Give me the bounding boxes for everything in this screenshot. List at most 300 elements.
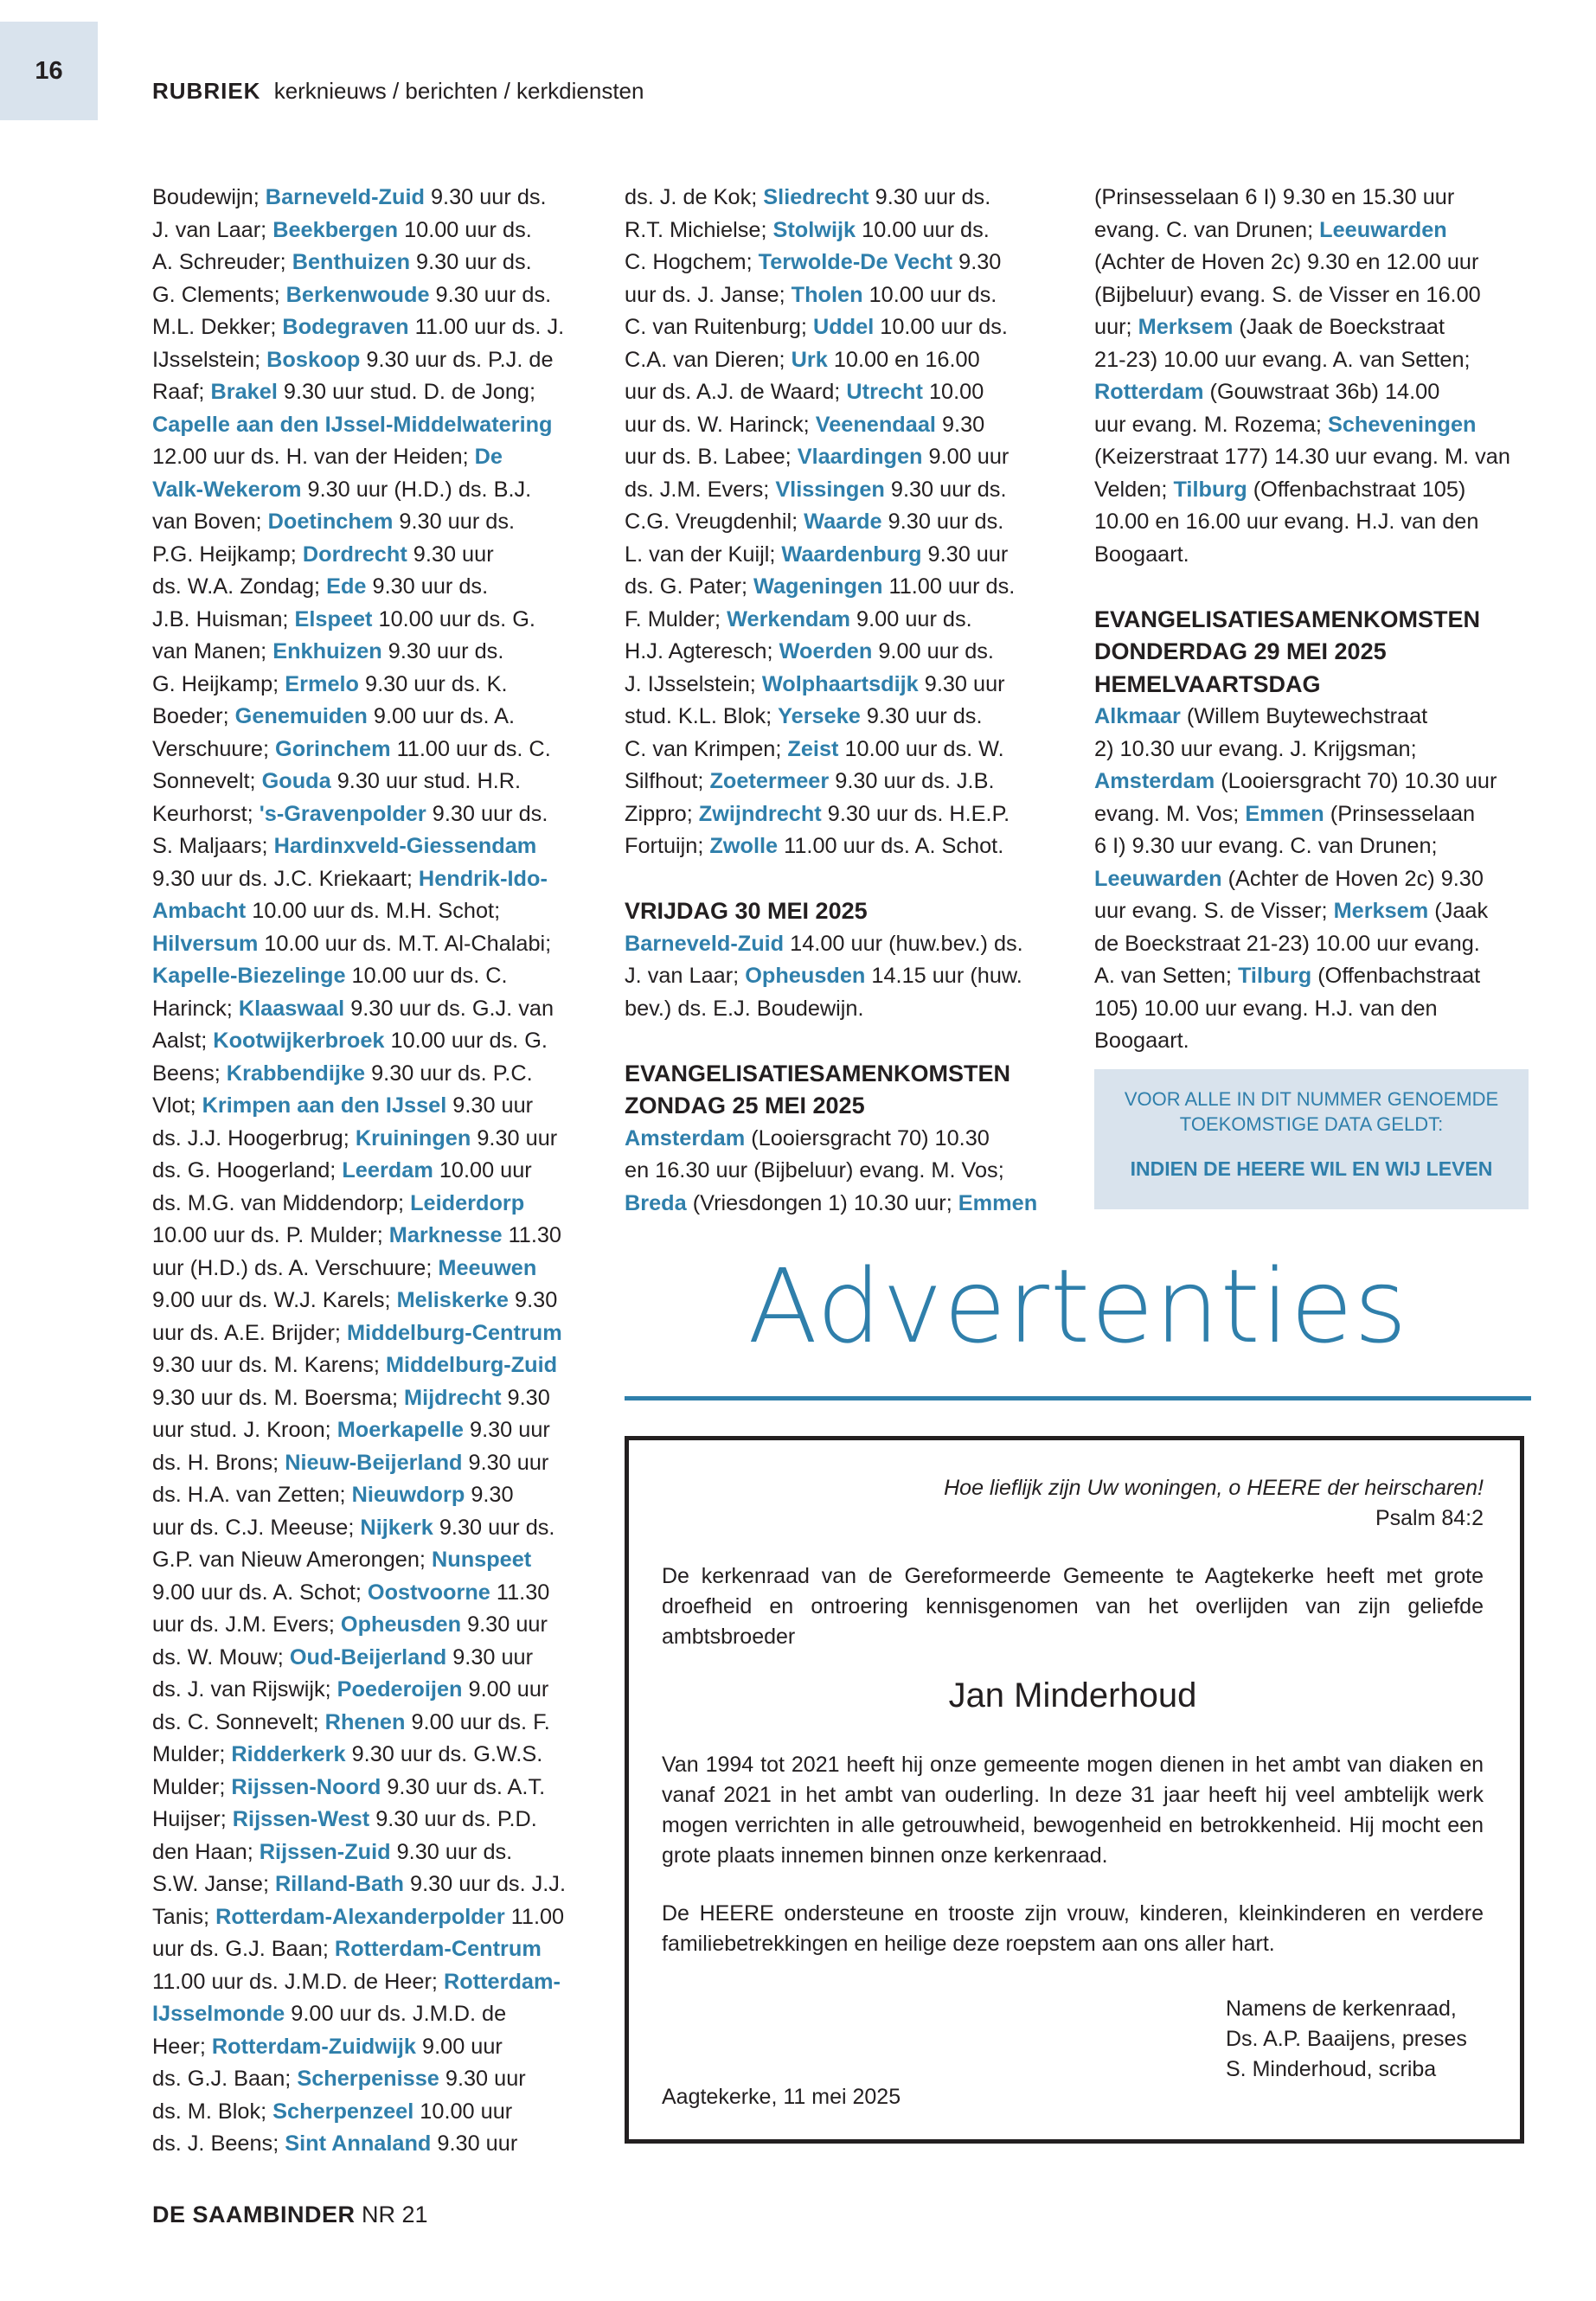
service-text: 9.30 uur ds.	[881, 510, 1004, 534]
service-line	[152, 2063, 585, 2096]
service-text: 10.00 en 16.00 uur evang. H.J. van den	[1094, 510, 1479, 534]
service-text: 9.30 uur	[463, 1418, 550, 1442]
spacer	[625, 863, 1040, 896]
place-name: Vlaardingen	[797, 445, 923, 469]
service-text: van Boven;	[152, 510, 268, 534]
service-line	[625, 571, 1040, 604]
church-services-column-2	[625, 182, 1040, 1220]
ad-signature-line-2: Ds. A.P. Baaijens, preses	[1226, 2027, 1467, 2051]
service-text: 6 I) 9.30 uur evang. C. van Drunen;	[1094, 834, 1438, 858]
service-text: 9.30 uur ds.	[410, 250, 532, 274]
ad-date: Aagtekerke, 11 mei 2025	[662, 2085, 901, 2109]
service-line	[1094, 830, 1531, 863]
service-line	[152, 376, 585, 409]
section-heading: VRIJDAG 30 MEI 2025	[625, 898, 868, 924]
place-name: Hilversum	[152, 931, 259, 956]
place-name: Stolwijk	[772, 217, 856, 242]
service-line	[625, 1155, 1040, 1188]
service-text: 21-23) 10.00 uur evang. A. van Setten;	[1094, 347, 1471, 372]
service-text: 9.30 uur ds. P.D.	[369, 1807, 537, 1831]
ad-signature	[1226, 1994, 1467, 2085]
place-name: Brakel	[210, 380, 278, 404]
service-text: J. van Laar;	[152, 217, 273, 242]
service-text: 9.00 uur ds. J.M.D. de	[285, 2002, 507, 2026]
service-text: ds. H. Brons;	[152, 1450, 285, 1475]
place-name: Merksem	[1138, 315, 1234, 339]
place-name: Scheveningen	[1327, 412, 1477, 437]
place-name: Barneveld-Zuid	[265, 185, 425, 209]
place-name: Amsterdam	[625, 1125, 746, 1150]
place-name: 's-Gravenpolder	[259, 801, 426, 826]
service-text: (Prinsesselaan	[1324, 801, 1476, 826]
service-line	[152, 1123, 585, 1156]
place-name: Ambacht	[152, 899, 247, 923]
service-line	[152, 1447, 585, 1480]
place-name: Veenendaal	[815, 412, 936, 437]
service-text: ds. G. Hoogerland;	[152, 1158, 343, 1183]
service-line	[152, 830, 585, 863]
place-name: Urk	[791, 347, 828, 372]
service-line	[1094, 1025, 1531, 1058]
service-line	[152, 1642, 585, 1675]
place-name: Rijssen-West	[232, 1807, 370, 1831]
service-text: ds. W.A. Zondag;	[152, 574, 327, 599]
service-line	[152, 1155, 585, 1188]
service-line	[625, 311, 1040, 344]
place-name: Tholen	[791, 282, 863, 307]
service-text: C. van Ruitenburg;	[625, 315, 813, 339]
service-text: Huijser;	[152, 1807, 233, 1831]
service-line	[625, 506, 1040, 539]
service-text: van Manen;	[152, 639, 273, 663]
section-subtitle: kerknieuws / berichten / kerkdiensten	[273, 78, 644, 104]
advertenties-divider	[625, 1396, 1531, 1400]
service-text: Verschuure;	[152, 736, 276, 761]
place-name: Leeuwarden	[1094, 866, 1222, 891]
place-name: Nieuwdorp	[351, 1483, 465, 1507]
service-text: 10.00 uur	[413, 2099, 513, 2124]
service-text: (Vriesdongen 1) 10.30 uur;	[686, 1190, 958, 1215]
service-text: 9.30 uur ds. H.E.P.	[821, 801, 1010, 826]
service-line	[625, 247, 1040, 279]
service-text: Mulder;	[152, 1742, 232, 1766]
service-text: ds. J.J. Hoogerbrug;	[152, 1125, 356, 1150]
service-line	[625, 830, 1040, 863]
service-line	[625, 376, 1040, 409]
service-line	[152, 1998, 585, 2031]
place-name: Zwolle	[709, 834, 779, 858]
spacer	[1094, 571, 1531, 604]
place-name: Yerseke	[778, 704, 861, 728]
service-text: evang. M. Vos;	[1094, 801, 1246, 826]
service-text: 10.00 uur ds. M.T. Al-Chalabi;	[258, 931, 552, 956]
section-heading: EVANGELISATIESAMENKOMSTEN	[1094, 606, 1481, 632]
service-line	[1094, 895, 1531, 928]
place-name: Leerdam	[342, 1158, 433, 1183]
service-line	[625, 279, 1040, 312]
place-name: Merksem	[1333, 899, 1429, 923]
service-line	[152, 2096, 585, 2129]
place-name: Krabbendijke	[226, 1061, 366, 1086]
ad-quote: Hoe lieflijk zijn Uw woningen, o HEERE der heirscharen!	[944, 1476, 1484, 1500]
place-name: Kruiningen	[355, 1125, 471, 1150]
place-name: Kapelle-Biezelinge	[152, 964, 346, 988]
service-text: 105) 10.00 uur evang. H.J. van den	[1094, 996, 1438, 1021]
service-line	[1094, 993, 1531, 1026]
place-name: Alkmaar	[1094, 704, 1181, 728]
place-name: Rilland-Bath	[275, 1872, 404, 1896]
service-line	[625, 669, 1040, 702]
service-line	[1094, 863, 1531, 896]
page-number: 16	[0, 22, 98, 120]
service-text: 9.30	[935, 412, 985, 437]
service-text: ds. J. Beens;	[152, 2131, 285, 2156]
place-name: Waardenburg	[781, 542, 922, 567]
service-text: (Willem Buytewechstraat	[1180, 704, 1428, 728]
service-line	[152, 1772, 585, 1804]
service-line	[152, 1253, 585, 1285]
service-line	[152, 993, 585, 1026]
service-text: J. van Laar;	[625, 964, 746, 988]
notice-line-3: INDIEN DE HEERE WIL EN WIJ LEVEN	[1130, 1157, 1493, 1180]
service-text: 9.30 uur ds.	[429, 282, 552, 307]
service-line	[1094, 344, 1531, 377]
service-line	[152, 1868, 585, 1901]
service-text: R.T. Michielse;	[625, 217, 773, 242]
service-text: 11.00 uur ds. J.	[408, 315, 565, 339]
service-text: 9.30 uur ds. J.J.	[403, 1872, 566, 1896]
service-text: en 16.30 uur (Bijbeluur) evang. M. Vos;	[625, 1158, 1004, 1183]
place-name: Elspeet	[294, 606, 373, 631]
service-line	[152, 247, 585, 279]
place-name: Woerden	[779, 639, 873, 663]
service-text: 9.30 uur ds.	[390, 1839, 513, 1864]
service-line	[625, 960, 1040, 993]
place-name: Leiderdorp	[410, 1190, 525, 1215]
service-text: Zippro;	[625, 801, 699, 826]
service-line	[152, 1090, 585, 1123]
service-text: 9.30 uur ds.	[381, 639, 504, 663]
service-text: 10.00 uur ds.	[862, 282, 997, 307]
service-text: IJsselstein;	[152, 347, 267, 372]
service-line	[152, 1836, 585, 1869]
service-text: uur evang. M. Rozema;	[1094, 412, 1328, 437]
service-text: J. IJsselstein;	[625, 671, 762, 696]
service-line	[152, 1317, 585, 1350]
service-line	[152, 1707, 585, 1740]
service-text: 12.00 uur ds. H. van der Heiden;	[152, 445, 475, 469]
service-text: (Achter de Hoven 2c) 9.30 en 12.00 uur	[1094, 250, 1479, 274]
service-line	[152, 1933, 585, 1966]
place-name: Oostvoorne	[367, 1580, 490, 1605]
service-text: 9.30 uur ds. P.J. de	[360, 347, 554, 372]
obituary-advertisement	[625, 1436, 1524, 2144]
section-heading: HEMELVAARTSDAG	[1094, 670, 1321, 697]
service-text: 9.30 uur ds.	[426, 801, 548, 826]
place-name: Nieuw-Beijerland	[285, 1450, 463, 1475]
place-name: Bodegraven	[282, 315, 409, 339]
service-text: 9.30 uur (H.D.) ds. B.J.	[301, 477, 532, 502]
place-name: Opheusden	[340, 1612, 462, 1637]
section-heading: EVANGELISATIESAMENKOMSTEN	[625, 1060, 1011, 1086]
place-name: Rotterdam-	[443, 1969, 561, 1994]
place-name: Gorinchem	[275, 736, 391, 761]
service-line	[625, 409, 1040, 442]
service-text: ds. C. Sonnevelt;	[152, 1709, 325, 1734]
service-text: uur ds. W. Harinck;	[625, 412, 816, 437]
service-text: (Keizerstraat 177) 14.30 uur evang. M. van	[1094, 445, 1510, 469]
service-text: 9.30 uur	[921, 542, 1009, 567]
service-text: 14.00 uur (huw.bev.) ds.	[784, 931, 1023, 956]
service-text: 2) 10.30 uur evang. J. Krijgsman;	[1094, 736, 1417, 761]
place-name: Middelburg-Centrum	[346, 1320, 562, 1345]
service-text: 11.00	[504, 1904, 565, 1929]
service-text: 9.00 uur ds. A.	[367, 704, 516, 728]
place-name: Sint Annaland	[285, 2131, 432, 2156]
service-line	[152, 960, 585, 993]
service-line	[1094, 474, 1531, 507]
service-text: 9.30 uur	[446, 1644, 534, 1670]
place-name: Gouda	[261, 769, 331, 793]
service-line	[625, 344, 1040, 377]
place-name: Beekbergen	[272, 217, 399, 242]
place-name: Uddel	[812, 315, 875, 339]
ad-signature-line-1: Namens de kerkenraad,	[1226, 1997, 1457, 2021]
service-line	[152, 311, 585, 344]
place-name: Ede	[326, 574, 367, 599]
place-name: Zoetermeer	[709, 769, 830, 793]
place-name: Moerkapelle	[337, 1418, 464, 1442]
service-text: (Looiersgracht 70) 10.30	[745, 1125, 990, 1150]
service-text: uur stud. J. Kroon;	[152, 1418, 337, 1442]
place-name: Amsterdam	[1094, 769, 1215, 793]
place-name: Emmen	[1245, 801, 1324, 826]
service-text: (Looiersgracht 70) 10.30 uur	[1215, 769, 1497, 793]
place-name: Oud-Beijerland	[289, 1644, 447, 1670]
service-line	[1094, 215, 1531, 247]
place-name: Hendrik-Ido-	[418, 866, 548, 891]
service-line	[152, 1512, 585, 1545]
place-name: Sliedrecht	[763, 185, 869, 209]
place-name: Klaaswaal	[238, 996, 345, 1021]
service-text: 9.30	[952, 250, 1002, 274]
place-name: Utrecht	[846, 380, 923, 404]
service-text: 9.30	[465, 1483, 514, 1507]
place-name: Rijssen-Noord	[231, 1774, 381, 1799]
service-line	[152, 1609, 585, 1642]
service-text: uur ds. C.J. Meeuse;	[152, 1515, 361, 1540]
ad-quote-reference: Psalm 84:2	[1375, 1506, 1484, 1530]
service-text: 10.00 uur ds. W.	[838, 736, 1004, 761]
service-line	[625, 441, 1040, 474]
service-text: Velden;	[1094, 477, 1174, 502]
place-name: Meliskerke	[396, 1288, 509, 1312]
service-line	[152, 344, 585, 377]
service-line	[625, 1123, 1040, 1156]
service-text: 9.30 uur ds. P.C.	[365, 1061, 533, 1086]
service-line	[152, 928, 585, 961]
service-text: 10.00	[922, 380, 984, 404]
service-text: 9.30 uur stud. H.R.	[330, 769, 522, 793]
service-text: 10.00 uur ds.	[874, 315, 1008, 339]
service-text: ds. G. Pater;	[625, 574, 754, 599]
service-text: 9.30 uur ds.	[366, 574, 489, 599]
place-name: Krimpen aan den IJssel	[202, 1093, 447, 1118]
place-name: Waarde	[804, 510, 882, 534]
service-text: 11.00 uur ds. A. Schot.	[778, 834, 1004, 858]
notice-box	[1094, 1069, 1529, 1209]
service-text: S. Maljaars;	[152, 834, 274, 858]
place-name: Boskoop	[266, 347, 361, 372]
place-name: Hardinxveld-Giessendam	[273, 834, 537, 858]
service-text: ds. J.M. Evers;	[625, 477, 776, 502]
place-name: Rijssen-Zuid	[259, 1839, 391, 1864]
service-line	[152, 1674, 585, 1707]
service-text: 9.30	[501, 1385, 550, 1410]
service-line	[1094, 798, 1531, 831]
place-name: Genemuiden	[234, 704, 368, 728]
notice-line-1: VOOR ALLE IN DIT NUMMER GENOEMDE	[1124, 1088, 1499, 1110]
service-text: 9.30 uur ds. K.	[359, 671, 508, 696]
service-text: 9.30 uur ds.	[869, 185, 991, 209]
service-text: (Achter de Hoven 2c) 9.30	[1221, 866, 1484, 891]
service-text: 9.00 uur ds. F.	[405, 1709, 550, 1734]
service-text: ds. W. Mouw;	[152, 1644, 290, 1670]
service-text: evang. C. van Drunen;	[1094, 217, 1320, 242]
service-line	[625, 928, 1040, 961]
service-line	[152, 1966, 585, 1999]
service-text: Boeder;	[152, 704, 235, 728]
place-name: Tilburg	[1237, 964, 1312, 988]
service-line	[1094, 701, 1531, 734]
service-text: 9.30 uur ds.	[433, 1515, 555, 1540]
service-text: 9.30 uur ds. M. Karens;	[152, 1353, 386, 1377]
place-name: Nunspeet	[431, 1548, 532, 1572]
service-text: 10.00 uur ds. G.	[384, 1029, 548, 1053]
place-name: Nijkerk	[360, 1515, 433, 1540]
service-line	[625, 701, 1040, 734]
service-text: de Boeckstraat 21-23) 10.00 uur evang.	[1094, 931, 1480, 956]
service-text: 10.00 uur ds. P. Mulder;	[152, 1223, 389, 1247]
service-line	[152, 571, 585, 604]
service-text: 9.30 uur	[462, 1450, 549, 1475]
service-line	[152, 636, 585, 669]
place-name: Marknesse	[388, 1223, 503, 1247]
service-text: Boogaart.	[1094, 542, 1189, 567]
issue-number: NR 21	[362, 2202, 428, 2227]
service-text: Keurhorst;	[152, 801, 260, 826]
service-text: Beens;	[152, 1061, 227, 1086]
service-line	[152, 1901, 585, 1934]
service-text: H.J. Agteresch;	[625, 639, 779, 663]
service-text: ds. J. van Rijswijk;	[152, 1677, 337, 1702]
service-text: 9.30 uur	[461, 1612, 548, 1637]
service-line	[152, 734, 585, 766]
service-text: C.G. Vreugdenhil;	[625, 510, 804, 534]
service-text: 9.00 uur	[922, 445, 1010, 469]
service-line	[152, 1285, 585, 1317]
place-name: Doetinchem	[267, 510, 394, 534]
service-line	[1094, 311, 1531, 344]
service-text: 9.30 uur	[407, 542, 494, 567]
place-name: Wolphaartsdijk	[761, 671, 919, 696]
service-line	[152, 279, 585, 312]
service-text: uur evang. S. de Visser;	[1094, 899, 1334, 923]
service-line	[625, 993, 1040, 1026]
service-line	[152, 506, 585, 539]
service-text: L. van der Kuijl;	[625, 542, 782, 567]
notice-line-2: TOEKOMSTIGE DATA GELDT:	[1179, 1113, 1444, 1135]
ad-signature-line-3: S. Minderhoud, scriba	[1226, 2057, 1437, 2081]
ad-paragraph-3: De HEERE ondersteune en trooste zijn vrouw, kinderen, kleinkinderen en verdere familiebetrekkingen en heilige deze roepstem aan ons aller hart.	[662, 1901, 1484, 1956]
service-text: G.P. van Nieuw Amerongen;	[152, 1548, 432, 1572]
service-line	[152, 798, 585, 831]
place-name: Ridderkerk	[231, 1742, 346, 1766]
service-text: den Haan;	[152, 1839, 260, 1864]
service-text: 9.30 uur ds.	[393, 510, 516, 534]
place-name: Benthuizen	[292, 250, 411, 274]
service-text: ds. G.J. Baan;	[152, 2067, 298, 2091]
page-header	[152, 78, 644, 105]
service-text: (Jaak	[1428, 899, 1489, 923]
service-text: (Gouwstraat 36b) 14.00	[1203, 380, 1440, 404]
service-text: 9.00 uur ds. W.J. Karels;	[152, 1288, 397, 1312]
place-name: Wageningen	[753, 574, 883, 599]
section-heading: ZONDAG 25 MEI 2025	[625, 1093, 865, 1118]
service-text: 9.00 uur ds.	[872, 639, 994, 663]
service-text: 9.00 uur	[416, 2034, 503, 2059]
place-name: Zeist	[787, 736, 839, 761]
service-line	[152, 766, 585, 798]
service-text: uur ds. A.E. Brijder;	[152, 1320, 347, 1345]
service-text: 9.30 uur	[918, 671, 1005, 696]
place-name: Rotterdam-Centrum	[334, 1937, 542, 1961]
service-line	[625, 1188, 1040, 1221]
service-line	[152, 409, 585, 442]
place-name: Rotterdam	[1094, 380, 1204, 404]
service-line	[1094, 409, 1531, 442]
service-line	[152, 604, 585, 637]
service-text: 11.30	[502, 1223, 562, 1247]
service-text: ds. M. Blok;	[152, 2099, 273, 2124]
service-text: 11.00 uur ds. C.	[390, 736, 551, 761]
service-text: uur ds. J. Janse;	[625, 282, 792, 307]
service-line	[152, 701, 585, 734]
section-heading: DONDERDAG 29 MEI 2025	[1094, 638, 1387, 664]
service-text: S.W. Janse;	[152, 1872, 275, 1896]
service-line	[152, 441, 585, 474]
place-name: Poederoijen	[337, 1677, 463, 1702]
place-name: Breda	[625, 1190, 687, 1215]
service-text: 10.00 uur ds.	[856, 217, 990, 242]
service-line	[625, 766, 1040, 798]
service-line	[1094, 960, 1531, 993]
place-name: Mijdrecht	[404, 1385, 502, 1410]
service-text: 10.00 uur ds.	[398, 217, 532, 242]
service-text: 9.30 uur ds.	[860, 704, 983, 728]
service-text: Sonnevelt;	[152, 769, 262, 793]
place-name: Enkhuizen	[272, 639, 382, 663]
service-text: uur ds. B. Labee;	[625, 445, 798, 469]
service-text: 9.30 uur ds. G.J. van	[344, 996, 554, 1021]
place-name: Zwijndrecht	[698, 801, 822, 826]
service-line	[152, 539, 585, 572]
service-line	[625, 474, 1040, 507]
service-text: 10.00 uur ds. C.	[345, 964, 508, 988]
service-line	[1094, 376, 1531, 409]
service-line	[152, 1739, 585, 1772]
service-text: (Bijbeluur) evang. S. de Visser en 16.00	[1094, 282, 1481, 307]
